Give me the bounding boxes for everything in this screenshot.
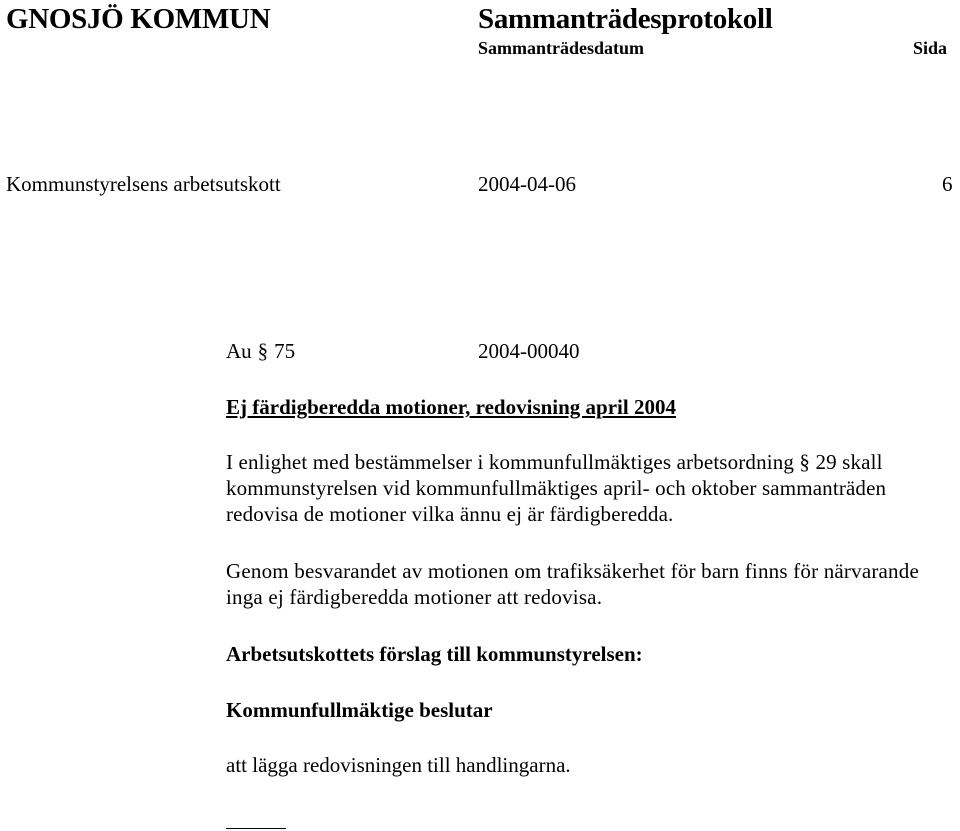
decision-text: att lägga redovisningen till handlingarna. <box>226 753 571 777</box>
case-prefix: Au <box>226 339 252 363</box>
case-number: 75 <box>274 339 296 363</box>
body-paragraph-2: Genom besvarandet av motionen om trafiksäkerhet för barn finns för närvarande inga ej färdigberedda motioner att redovisa. <box>226 559 919 609</box>
meeting-date-label: Sammanträdesdatum <box>478 38 645 58</box>
case-line <box>226 338 580 364</box>
page-label: Sida <box>913 38 948 58</box>
page-number: 6 <box>942 172 953 196</box>
committee-name: Kommunstyrelsens arbetsutskott <box>6 172 281 196</box>
signature-rule <box>226 828 286 829</box>
meeting-date: 2004-04-06 <box>478 172 576 196</box>
registration-number: 2004-00040 <box>478 339 580 363</box>
proposal-heading: Arbetsutskottets förslag till kommunstyrelsen: <box>226 642 643 666</box>
document-type-title: Sammanträdesprotokoll <box>478 3 773 35</box>
organization-name: GNOSJÖ KOMMUN <box>6 3 271 35</box>
decision-heading: Kommunfullmäktige beslutar <box>226 698 493 722</box>
body-paragraph-1: I enlighet med bestämmelser i kommunfullmäktiges arbetsordning § 29 skall kommunstyrelsen vid kommunfullmäktiges april- och oktober sammanträden redovisa de motioner vilka ännu ej är färdigberedda. <box>226 450 887 526</box>
subject-heading: Ej färdigberedda motioner, redovisning april 2004 <box>226 395 676 419</box>
section-symbol: § <box>257 339 269 363</box>
